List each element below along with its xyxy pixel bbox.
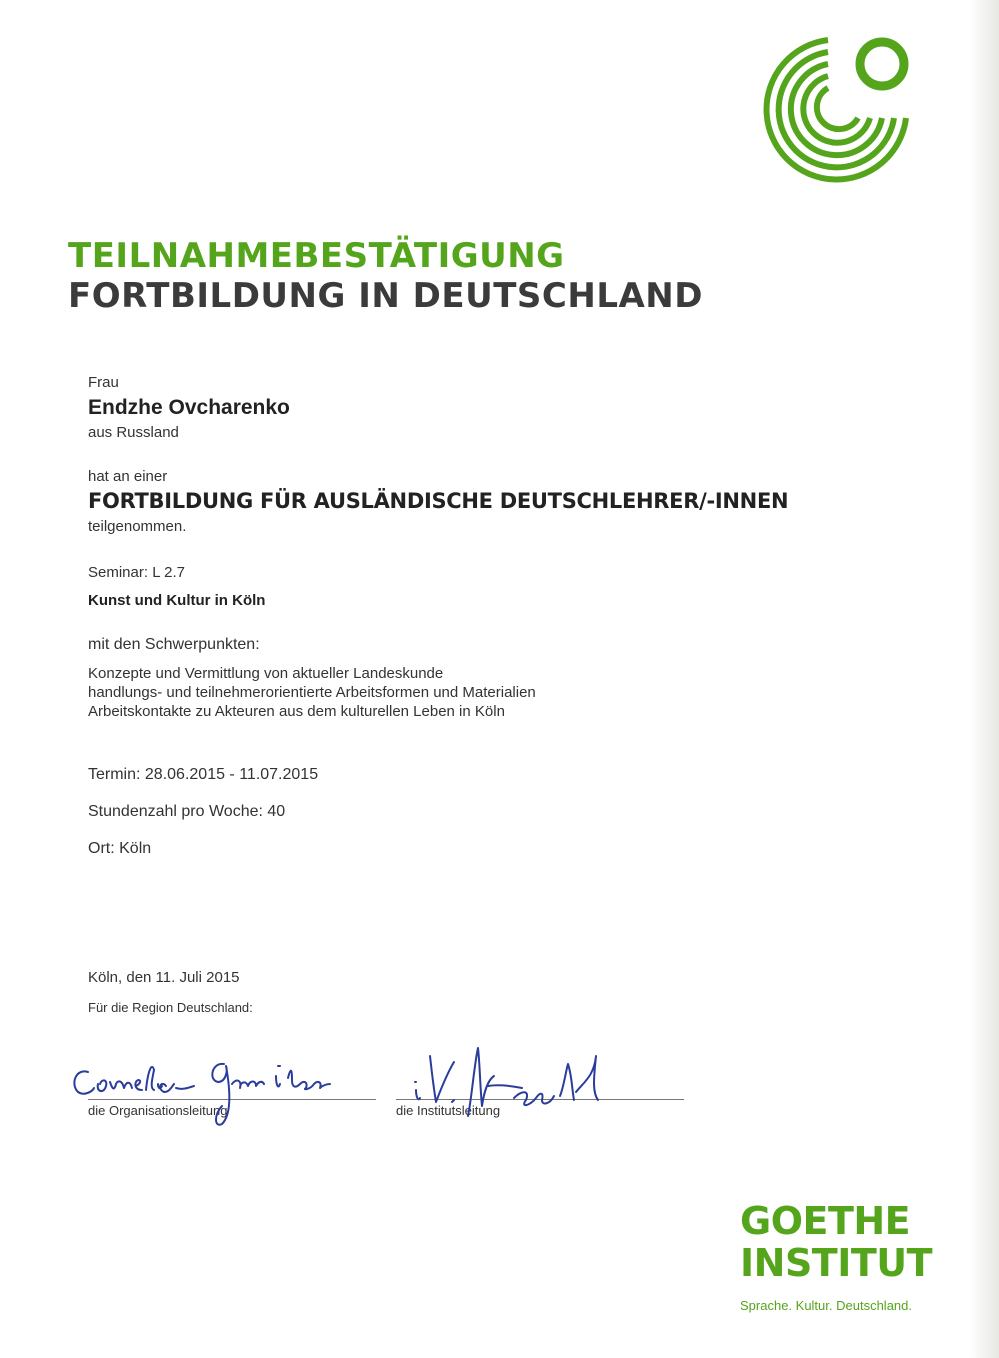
- left-signatory-role: die Organisationsleitung: [88, 1103, 228, 1118]
- location-value: Köln: [119, 840, 152, 857]
- hours-value: 40: [267, 803, 286, 820]
- hours-line: [88, 803, 285, 821]
- seminar-code: L 2.7: [152, 564, 186, 581]
- seminar-title: Kunst und Kultur in Köln: [88, 592, 266, 609]
- course-title: FORTBILDUNG FÜR AUSLÄNDISCHE DEUTSCHLEHRER/-INNEN: [88, 489, 789, 513]
- focus-item: handlungs- und teilnehmerorientierte Arbeitsformen und Materialien: [88, 684, 536, 701]
- brand-slogan: Sprache. Kultur. Deutschland.: [740, 1298, 912, 1313]
- paper-edge-shadow: [969, 0, 999, 1358]
- participation-intro: hat an einer: [88, 468, 168, 485]
- certificate-subtitle: FORTBILDUNG IN DEUTSCHLAND: [68, 276, 703, 316]
- recipient-name: Endzhe Ovcharenko: [88, 396, 290, 419]
- focus-intro: mit den Schwerpunkten:: [88, 636, 260, 653]
- certificate-title: TEILNAHMEBESTÄTIGUNG: [68, 236, 565, 276]
- handwritten-signature-left: [66, 1040, 386, 1130]
- brand-name-line1: GOETHE: [740, 1199, 911, 1243]
- termin-line: [88, 766, 318, 784]
- place-date: Köln, den 11. Juli 2015: [88, 969, 240, 986]
- termin-value: 28.06.2015 - 11.07.2015: [144, 766, 319, 783]
- seminar-label: Seminar:: [88, 564, 149, 581]
- right-signatory-role: die Institutsleitung: [396, 1103, 501, 1118]
- location-label: Ort:: [88, 840, 115, 857]
- brand-name-line2: INSTITUT: [740, 1241, 933, 1285]
- location-line: [88, 840, 151, 858]
- goethe-logo-icon: [748, 26, 918, 196]
- hours-label: Stundenzahl pro Woche:: [88, 803, 263, 820]
- goethe-institut-wordmark: [740, 1200, 932, 1284]
- termin-label: Termin:: [88, 766, 141, 783]
- recipient-origin: aus Russland: [88, 424, 179, 441]
- salutation: Frau: [88, 374, 119, 391]
- handwritten-signature-right: [404, 1036, 634, 1136]
- seminar-line: [88, 564, 185, 581]
- focus-item: Konzepte und Vermittlung von aktueller Landeskunde: [88, 665, 444, 682]
- region-label: Für die Region Deutschland:: [88, 1000, 253, 1015]
- focus-item: Arbeitskontakte zu Akteuren aus dem kulturellen Leben in Köln: [88, 703, 505, 720]
- participation-outro: teilgenommen.: [88, 518, 187, 535]
